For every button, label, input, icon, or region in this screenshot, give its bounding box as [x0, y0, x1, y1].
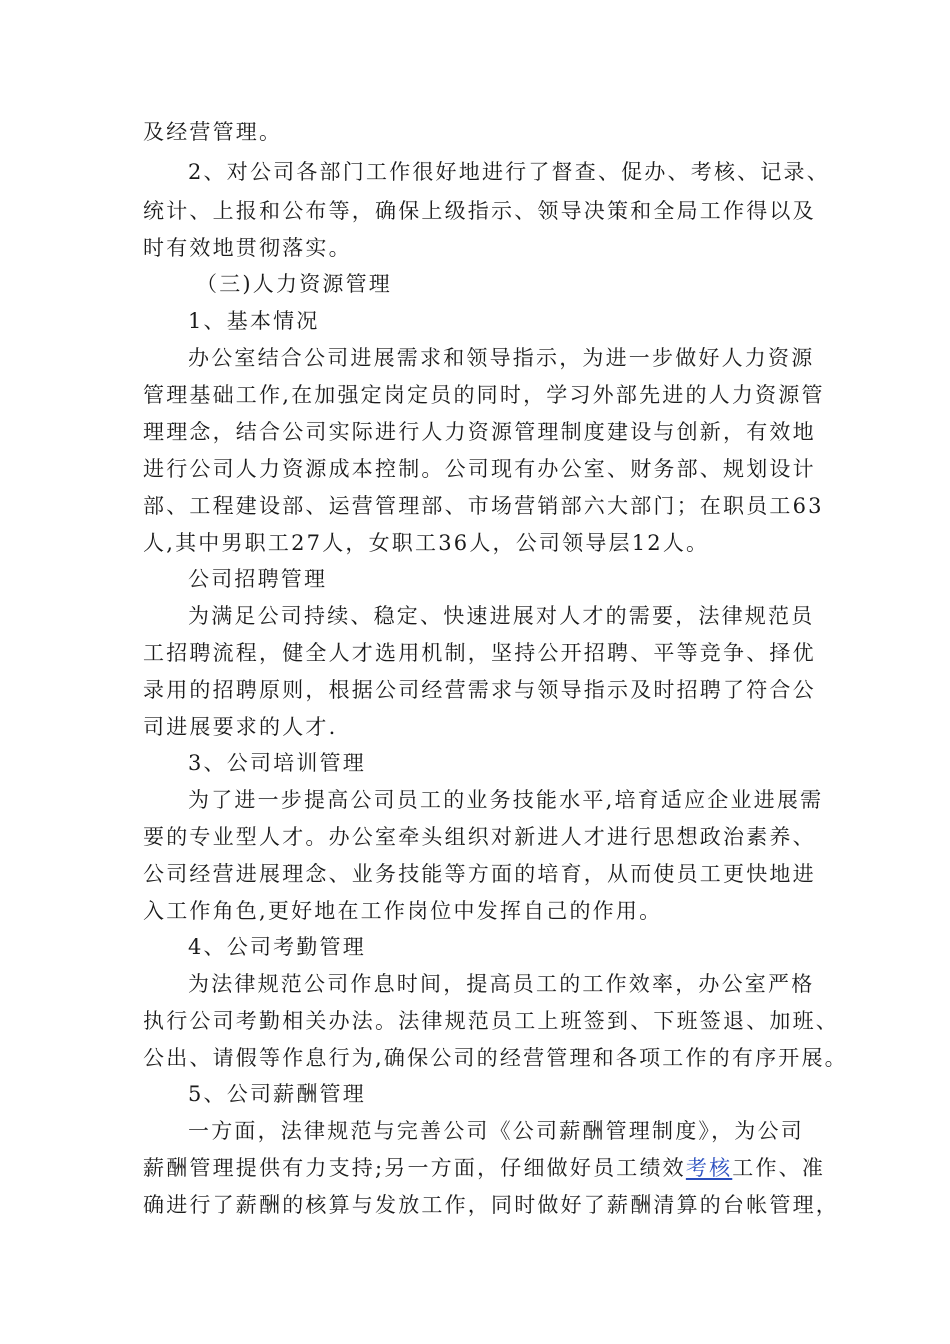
paragraph-start: 一方面，法律规范与完善公司《公司薪酬管理制度》，为公司 — [188, 1119, 804, 1143]
paragraph-start: 2、对公司各部门工作很好地进行了督查、促办、考核、记录、 — [188, 160, 830, 184]
text-line: 统计、上报和公布等，确保上级指示、领导决策和全局工作得以及 — [143, 199, 816, 223]
text-line: 确进行了薪酬的核算与发放工作，同时做好了薪酬清算的台帐管理， — [143, 1193, 839, 1217]
paragraph-start: 办公室结合公司进展需求和领导指示，为进一步做好人力资源 — [188, 346, 815, 370]
text-line: 时有效地贯彻落实。 — [143, 236, 352, 260]
text-line: 执行公司考勤相关办法。法律规范员工上班签到、下班签退、加班、 — [143, 1009, 839, 1033]
text-line: 管理基础工作,在加强定岗定员的同时，学习外部先进的人力资源管 — [143, 383, 825, 407]
paragraph-start: 为了进一步提高公司员工的业务技能水平,培育适应企业进展需 — [188, 788, 824, 812]
text-line: 司进展要求的人才. — [143, 715, 338, 739]
subsection-heading: 公司招聘管理 — [188, 567, 328, 591]
text-line: 公司经营进展理念、业务技能等方面的培育，从而使员工更快地进 — [143, 862, 816, 886]
text-line: 工招聘流程，健全人才选用机制，坚持公开招聘、平等竞争、择优 — [143, 641, 816, 665]
assessment-link[interactable]: 考核 — [685, 1156, 733, 1180]
text-line-with-link — [143, 1153, 826, 1183]
text-line: 录用的招聘原则，根据公司经营需求与领导指示及时招聘了符合公 — [143, 678, 816, 702]
text-line: 入工作角色,更好地在工作岗位中发挥自己的作用。 — [143, 899, 663, 923]
paragraph-start: 为满足公司持续、稳定、快速进展对人才的需要，法律规范员 — [188, 604, 815, 628]
subsection-heading: 5、公司薪酬管理 — [188, 1082, 366, 1106]
text-segment: 工作、准 — [732, 1156, 826, 1180]
subsection-heading: 4、公司考勤管理 — [188, 935, 366, 959]
text-line: 部、工程建设部、运营管理部、市场营销部六大部门；在职员工63 — [143, 494, 824, 518]
text-line: 公出、请假等作息行为,确保公司的经营管理和各项工作的有序开展。 — [143, 1046, 848, 1070]
subsection-heading: 1、基本情况 — [188, 309, 320, 333]
subsection-heading: 3、公司培训管理 — [188, 751, 366, 775]
text-line: 理理念，结合公司实际进行人力资源管理制度建设与创新，有效地 — [143, 420, 816, 444]
text-line: 要的专业型人才。办公室牵头组织对新进人才进行思想政治素养、 — [143, 825, 816, 849]
text-line: 及经营管理。 — [143, 120, 283, 144]
text-line: 进行公司人力资源成本控制。公司现有办公室、财务部、规划设计 — [143, 457, 816, 481]
text-segment: 薪酬管理提供有力支持;另一方面，仔细做好员工绩效 — [143, 1156, 686, 1180]
section-heading: （三)人力资源管理 — [196, 272, 392, 296]
text-line: 人,其中男职工27人，女职工36人，公司领导层12人。 — [143, 531, 710, 555]
paragraph-start: 为法律规范公司作息时间，提高员工的工作效率，办公室严格 — [188, 972, 815, 996]
